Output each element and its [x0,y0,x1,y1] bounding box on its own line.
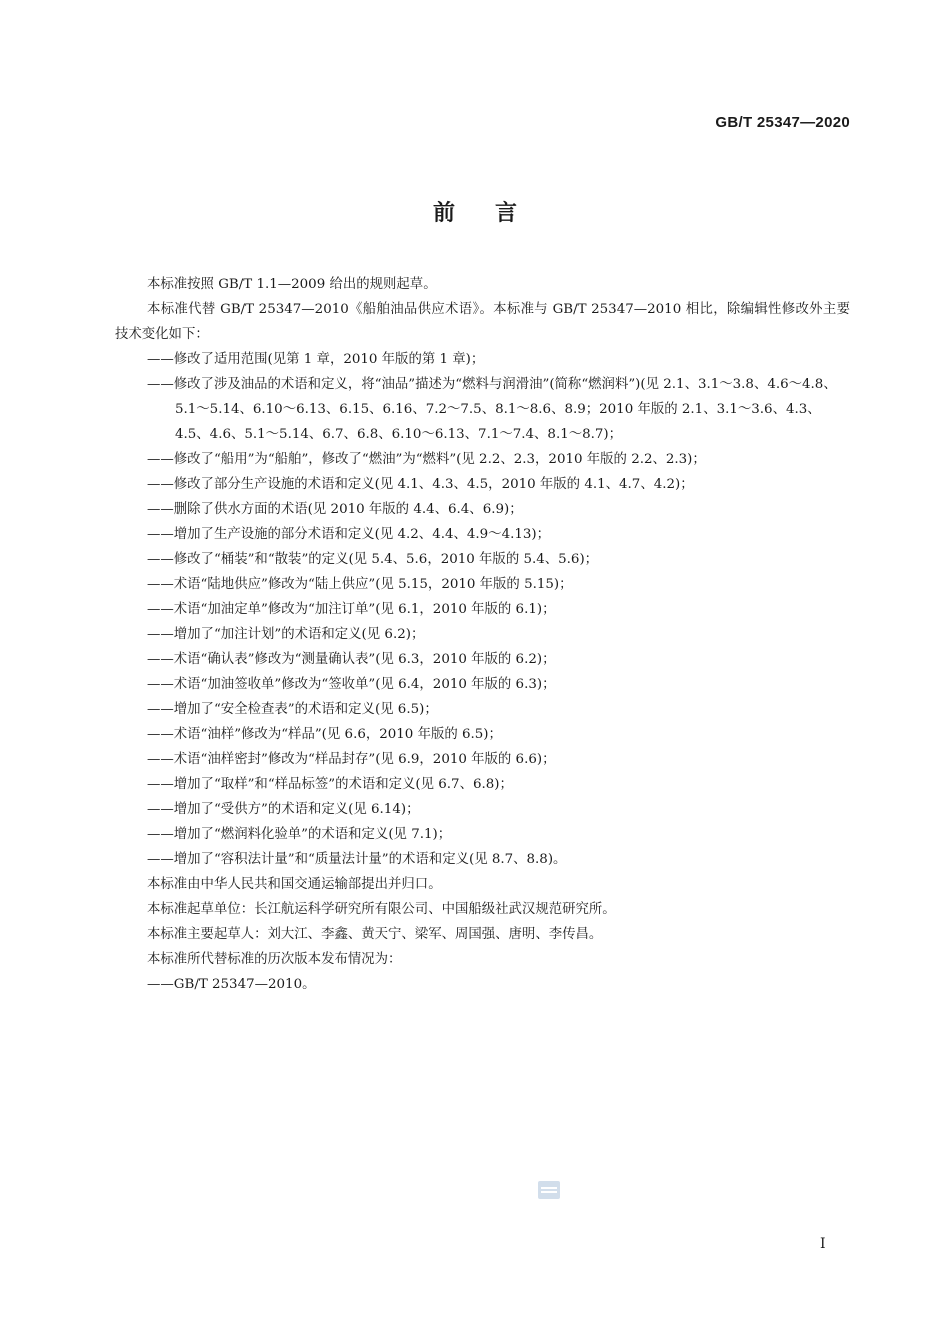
list-item: ——术语“加油签收单”修改为“签收单”(见 6.4，2010 年版的 6.3)； [147,677,556,692]
changes-list [115,347,850,872]
list-item: ——增加了“燃润料化验单”的术语和定义(见 7.1)； [147,827,452,842]
list-item: ——修改了涉及油品的术语和定义，将“油品”描述为“燃料与润滑油”(简称“燃润料”)(见 2.1、3.1～3.8、4.6～4.8、5.1～5.14、6.10～6.13、6.15、6.16、7.2～7.5、8.1～8.6、8.9；2010 年版的 2.1、3.1～3.6、4.3、4.5、4.6、5.1～5.14、6.7、6.8、6.10～6.13、7.1～7.4、8.1～8.7)； [147,377,837,442]
logo-stripe [541,1187,557,1189]
page-number: I [820,1236,826,1252]
list-item: ——增加了“受供方”的术语和定义(见 6.14)； [147,802,420,817]
logo-stripe [541,1191,557,1193]
closing-paragraph: 本标准所代替标准的历次版本发布情况为： [147,952,402,967]
list-item: ——修改了适用范围(见第 1 章，2010 年版的第 1 章)； [147,352,485,367]
list-item: ——术语“油样”修改为“样品”(见 6.6，2010 年版的 6.5)； [147,727,502,742]
list-item: ——增加了生产设施的部分术语和定义(见 4.2、4.4、4.9～4.13)； [147,527,550,542]
list-item: ——术语“陆地供应”修改为“陆上供应”(见 5.15，2010 年版的 5.15)； [147,577,573,592]
list-item: ——增加了“容积法计量”和“质量法计量”的术语和定义(见 8.7、8.8)。 [147,852,567,867]
page-title: 前言 [432,201,557,226]
list-item: ——增加了“安全检查表”的术语和定义(见 6.5)； [147,702,438,717]
closing-paragraph: 本标准由中华人民共和国交通运输部提出并归口。 [147,877,442,892]
list-item: ——术语“油样密封”修改为“样品封存”(见 6.9，2010 年版的 6.6)； [147,752,556,767]
publisher-logo-icon [536,1178,562,1202]
list-item: ——修改了“船用”为“船舶”，修改了“燃油”为“燃料”(见 2.2、2.3，2010 年版的 2.2、2.3)； [147,452,706,467]
document-body [115,272,850,997]
intro-paragraph: 本标准按照 GB/T 1.1—2009 给出的规则起草。 [147,277,437,292]
list-item: ——删除了供水方面的术语(见 2010 年版的 4.4、6.4、6.9)； [147,502,523,517]
list-item: ——修改了“桶装”和“散装”的定义(见 5.4、5.6，2010 年版的 5.4、5.6)； [147,552,599,567]
list-item: ——修改了部分生产设施的术语和定义(见 4.1、4.3、4.5，2010 年版的 4.1、4.7、4.2)； [147,477,694,492]
closing-paragraph: 本标准起草单位：长江航运科学研究所有限公司、中国船级社武汉规范研究所。 [147,902,616,917]
logo-shape [538,1181,560,1199]
list-item: ——术语“加油定单”修改为“加注订单”(见 6.1，2010 年版的 6.1)； [147,602,556,617]
list-item: ——增加了“加注计划”的术语和定义(见 6.2)； [147,627,425,642]
intro-paragraph: 本标准代替 GB/T 25347—2010《船舶油品供应术语》。本标准与 GB/T 25347—2010 相比，除编辑性修改外主要技术变化如下： [115,302,850,342]
closing-paragraph: 本标准主要起草人：刘大江、李鑫、黄天宁、梁军、周国强、唐明、李传昌。 [147,927,603,942]
list-item: ——术语“确认表”修改为“测量确认表”(见 6.3，2010 年版的 6.2)； [147,652,556,667]
list-item: ——增加了“取样”和“样品标签”的术语和定义(见 6.7、6.8)； [147,777,513,792]
standard-code-header: GB/T 25347—2020 [715,114,850,131]
history-item: ——GB/T 25347—2010。 [147,977,316,992]
